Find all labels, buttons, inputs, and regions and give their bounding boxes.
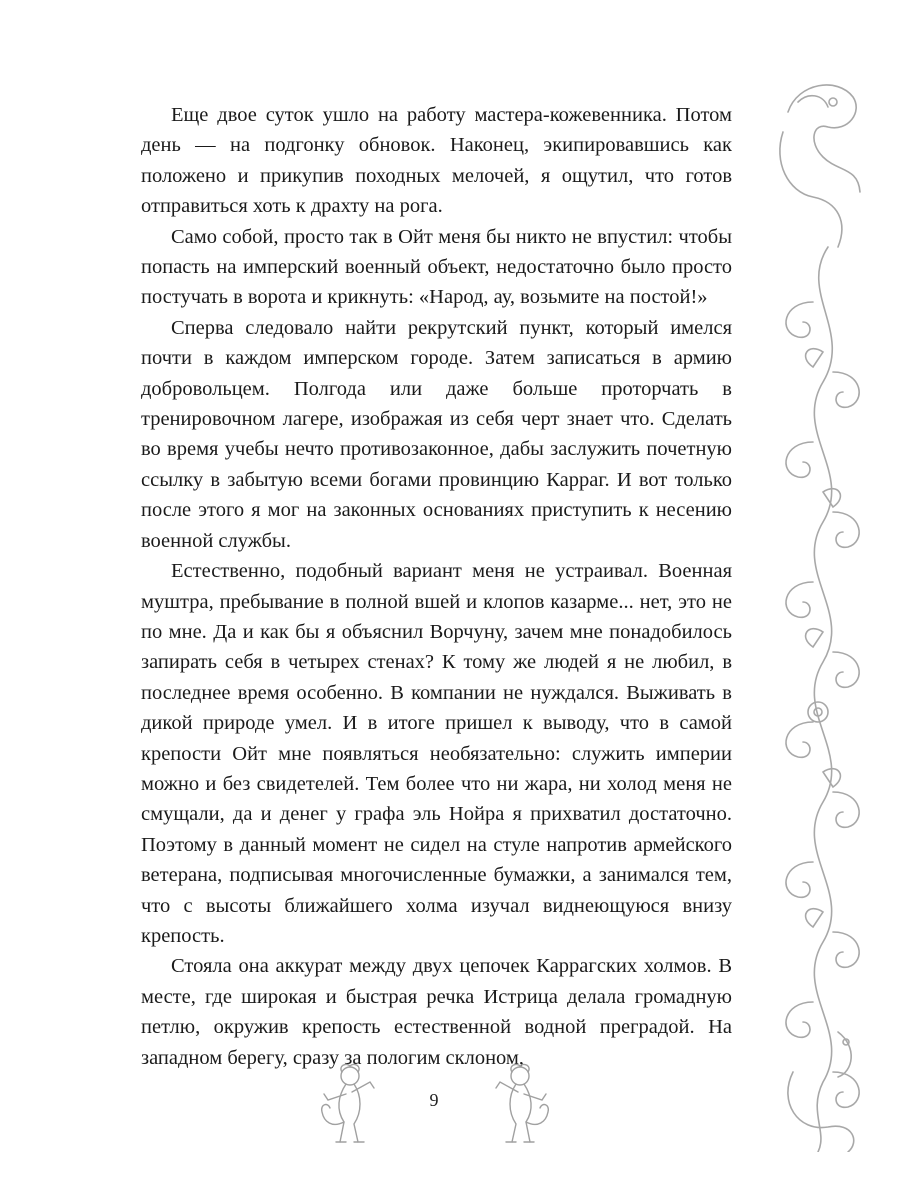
paragraph-5: Стояла она аккурат между двух цепочек Каррагских холмов. В месте, где широкая и быстрая речка Истрица делала громадную петлю, окружив крепость естественной водной преградой. На западном берегу, сразу за пологим склоном, [141,955,732,1069]
paragraph-1: Еще двое суток ушло на работу мастера-кожевенника. Потом день — на подгонку обновок. Наконец, экипировавшись как положено и прикупив походных мелочей, я ощутил, что готов отправиться хоть к драхту на рога. [141,104,732,218]
paragraph-2: Само собой, просто так в Ойт меня бы никто не впустил: чтобы попасть на имперский военный объект, недостаточно было просто постучать в ворота и крикнуть: «Народ, ау, возьмите на постой!» [141,225,732,309]
lion-right-icon [492,1062,554,1146]
floral-border-icon [768,72,868,1152]
body-text [141,100,732,1073]
paragraph-3: Сперва следовало найти рекрутский пункт, который имелся почти в каждом имперском городе. Затем записаться в армию добровольцем. Полгода или даже больше проторчать в тренировочном лагере, изображая из себя черт знает что. Сделать во время учебы нечто противозаконное, дабы заслужить почетную ссылку в забытую всеми богами провинцию Карраг. И вот только после этого я мог на законных основаниях приступить к несению военной службы. [141,316,732,552]
lion-left-icon [316,1062,378,1146]
paragraph-4: Естественно, подобный вариант меня не устраивал. Военная муштра, пребывание в полной вшей и клопов казарме... нет, это не по мне. Да и как бы я объяснил Ворчуну, зачем мне понадобилось запирать себя в четырех стенах? К тому же людей я не любил, в последнее время особенно. В компании не нуждался. Выживать в дикой природе умел. И в итоге пришел к выводу, что в самой крепости Ойт мне появляться необязательно: служить империи можно и без свидетелей. Тем более что ни жара, ни холод меня не смущали, да и денег у графа эль Нойра я прихватил достаточно. Поэтому в данный момент не сидел на стуле напротив армейского ветерана, подписывая многочисленные бумажки, а занимался тем, что с высоты ближайшего холма изучал виднеющуюся внизу крепость. [141,560,732,947]
page-number: 9 [429,1090,439,1110]
